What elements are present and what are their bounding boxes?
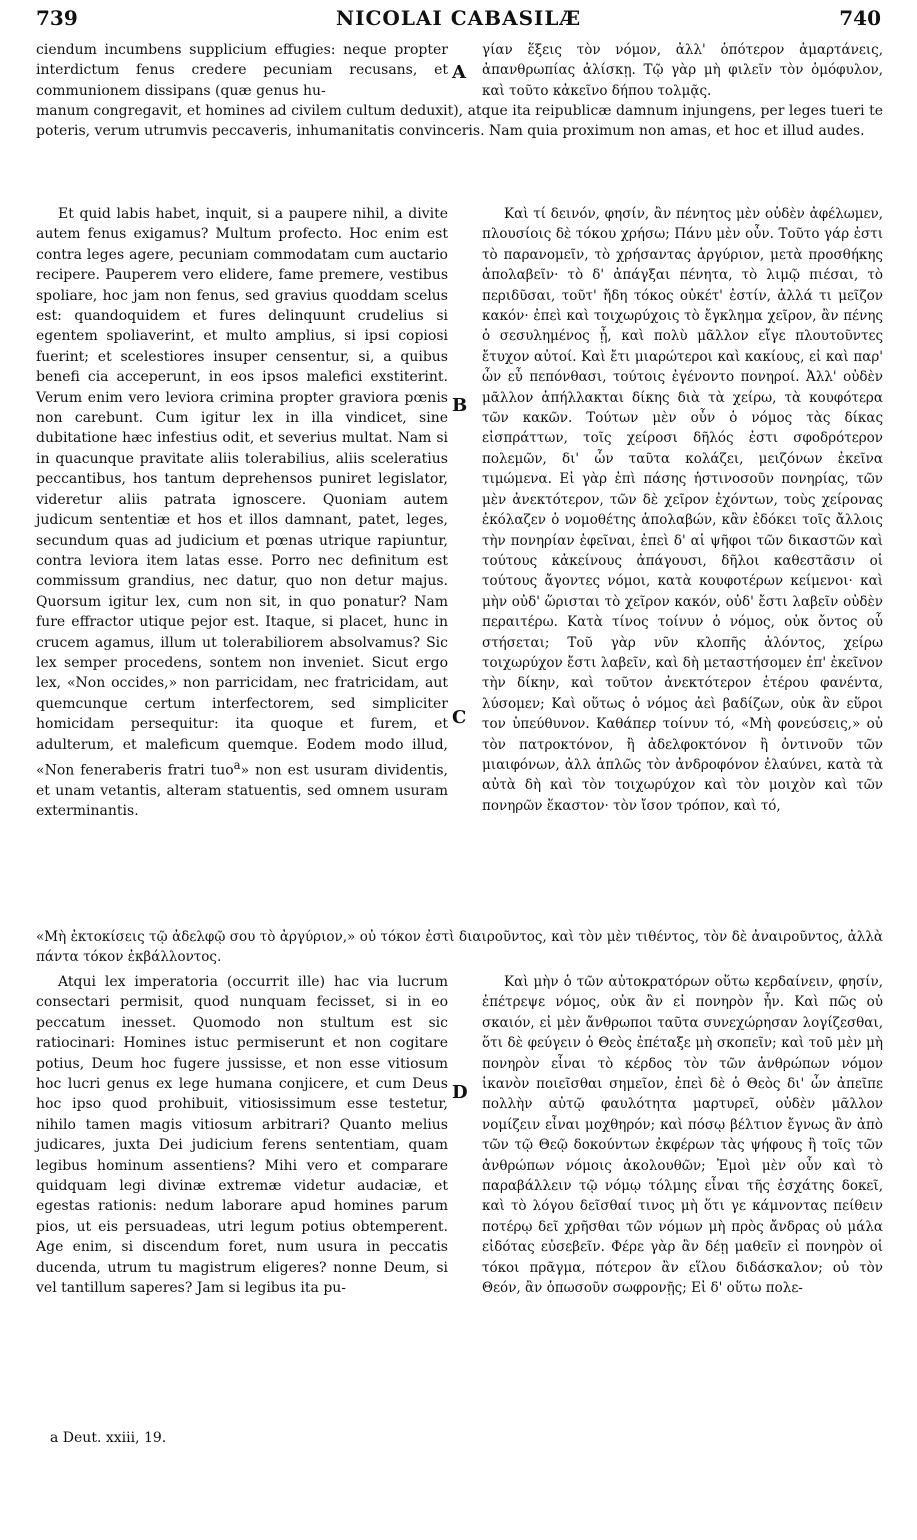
latin-fullwidth-text <box>36 101 883 142</box>
footnote: a Deut. xxiii, 19. <box>50 1430 167 1446</box>
paragraph: Καὶ μὴν ὁ τῶν αὐτοκρατόρων οὕτω κερδαίνειν, φησίν, ἐπέτρεψε νόμος, οὐκ ἂν εἰ πονηρὸν ἦν. Καὶ πῶς οὐ σκαιόν, εἰ μὲν ἄνθρωποι ταῦτα συνεχώρησαν λογίζεσθαι, ὅτι δὲ φεύγειν ὁ Θεὸς ἐπέταξε μὴ σκοπεῖν; καὶ τοῦ μὲν μὴ πονηρὸν εἶναι τὸ κέρδος τὸν τῶν ἀνθρώπων νόμον ἱκανὸν ποιεῖσθαι σημεῖον, ἐπεὶ δὲ ὁ Θεὸς δι' ὧν ἀπεῖπε πολλὴν αὐτῷ φαυλότητα μαρτυρεῖ, οὐδὲν μᾶλλον νομίζειν εἶναι μοχθηρόν; καὶ πόσῳ βέλτιον ἔγνως ἂν ἀπὸ τῶν τῷ Θεῷ δοκούντων ἐκφέρων τὰς ψήφους ἢ τοῖς τῶν ἀνθρώπων νόμοις ἀκολουθῶν; Ἐμοὶ μὲν οὖν καὶ τὸ παραβάλλειν τῷ νόμῳ τόλμης εἶναι τῆς ἐσχάτης δοκεῖ, καὶ τὸ λόγου δεῖσθαί τινος μὴ ὅτι γε κάμνοντας πείθειν ποτέρῳ δεῖ χρῆσθαι τῶν νόμων μὴ πρὸς ἄνδρας οὐ μάλα εἰδότας εὐσεβεῖν. Φέρε γὰρ ἂν δέῃ μαθεῖν εἰ πονηρὸν οἱ τόκοι πρᾶγμα, πότερον ἂν εἵλου διδάσκαλον; οὐ τὸν Θεόν, ἂν ὁπωσοῦν σωφρονῇς; Εἰ δ' οὕτω πολε- <box>482 974 883 1297</box>
running-title: NICOLAI CABASILÆ <box>335 6 582 30</box>
margin-letter-c: C <box>452 707 467 728</box>
margin-letter-b: B <box>452 395 468 416</box>
page-number-left: 739 <box>36 6 78 30</box>
page-number-right: 740 <box>839 6 881 30</box>
greek-column-top <box>482 40 883 101</box>
paragraph: Καὶ τί δεινόν, φησίν, ἂν πένητος μὲν οὐδὲν ἀφέλωμεν, πλουσίοις δὲ τόκου χρήσω; Πάνυ μὲν οὖν. Τοῦτο γάρ ἐστι τὸ παρανομεῖν, τὸ χρήσαντας ἀργύριον, μετὰ προσθήκης ἀπολαβεῖν· τὸ δ' ἀπάγξαι πένητα, τὸ λιμῷ πιέσαι, τὸ περιδῦσαι, τοῦτ' ἤδη τόκος οὐκέτ' ἐστίν, ἀλλά τι μεῖζον κακόν· ἐπεὶ καὶ τοιχωρύχοις τὸ ἔγκλημα χεῖρον, ἂν πένης ὁ σεσυλημένος ᾖ, καὶ πολὺ μᾶλλον εἴγε πλουτοῦντες ἔτυχον αὐτοί. Καὶ ἔτι μιαρώτεροι καὶ κακίους, εἰ καὶ παρ' ὧν εὖ πεπόνθασι, τούτοις ἐγένοντο πονηροί. Ἀλλ' οὐδὲν μᾶλλον ἀπήλλακται δίκης διὰ τὰ χείρω, τὰ κουφότερα τῶν κακῶν. Τούτων μὲν οὖν ὁ νόμος τὰς δίκας εἰσπράττων, τοῖς χείροσι δῆλός ἐστι σφοδρότερον πολεμῶν, δι' ὧν ταῦτα κολάζει, μειζόνων ἐκεῖνα τιμώμενα. Εἰ γὰρ ἐπὶ πάσης ἡστινοσοῦν πονηρίας, τῶν μὲν ἀνεκτότερον, τῶν δὲ χεῖρον ἐχόντων, τοὺς χείρονας ἐκόλαζεν ὁ νομοθέτης ἁπολαβών, κἂν ἐδόκει τοῖς ἄλλοις τὴν πονηρίαν ἐφεῖναι, ἐπεὶ δ' αἱ ψῆφοι τῶν δικαστῶν καὶ τούτους κἀκείνους ἀπάγουσι, δῆλοι καθεστᾶσιν οἱ τούτους ἄγοντες νόμοι, κατὰ κουφοτέρων κείμενοι· καὶ μὴν οὐδ' ὥρισται τὸ χεῖρον κακόν, οὐδ' ἔστι λαβεῖν οὐδὲν περαιτέρω. Κατὰ τίνος τοίνυν ὁ νόμος, οὐκ ὄντος οὗ στήσεται; Τοῦ γὰρ νῦν κλοπῆς ἁλόντος, χείρω τοιχωρύχον ἔστι λαβεῖν, καὶ δὴ μεταστήσομεν ἐπ' ἐκεῖνον τὴν δίκην, καὶ τοῦτον ἀνεκτότερον ἑτέρου φανέντα, λύσομεν; Καὶ οὕτως ὁ νόμος ἀεὶ βαδίζων, οὐκ ἂν εὕροι τον ὑπεύθυνον. Καθάπερ τοίνυν τό, «Μὴ φονεύσεις,» οὐ τὸν πατροκτόνον, ἢ ἀδελφοκτόνον ἢ ὁντινοῦν τῶν μιαιφόνων, ἀλλ ἁπλῶς τὸν ἀνδροφόνον ἐλαύνει, κατὰ τὰ αὐτὰ δὴ καὶ τὸν τοιχωρύχον καὶ τὸν μοιχὸν καὶ τῶν πονηρῶν ἕκαστον· τὸν ἴσον τρόπον, καὶ τό, <box>482 206 883 814</box>
footnote-marker: a <box>233 757 241 772</box>
margin-letter-a: A <box>452 62 466 83</box>
paragraph: γίαν ἕξεις τὸν νόμον, ἀλλ' ὁπότερον ἁμαρτάνεις, ἀπανθρωπίας ἁλίσκῃ. Τῷ γὰρ μὴ φιλεῖν τὸν ὁμόφυλον, καὶ τοῦτο κἀκεῖνο δήπου τολμᾷς. <box>482 42 883 99</box>
greek-column-lower <box>482 972 883 1299</box>
latin-column-lower <box>36 972 448 1299</box>
latin-column-top <box>36 40 448 101</box>
paragraph <box>36 204 448 822</box>
paragraph: Atqui lex imperatoria (occurrit ille) hac via lucrum consectari permisit, quod nunquam fecisset, si in eo peccatum inesset. Quomodo non stultum est sic ratiocinari: Homines istuc permiserunt et non cogitare potius, Deum hoc fugere jussisse, et non esse vitiosum hoc lucri genus ex lege humana conjicere, et cum Deus hoc ipso quod prohibuit, vitiosissimum esse testetur, nihilo tamen magis vitiosum arbitrari? Quanto melius judicares, juxta Dei judicium ferens sententiam, quam legibus hominum assentiens? Mihi vero et comparare quidquam legi divinæ extremæ videtur audaciæ, et egestas rationis: nedum laborare apud homines parum pios, ut eis persuadeas, utri legum potius obtemperent. Age enim, si discendum foret, num usura in peccatis ducenda, utrum tu magistrum eligeres? nonne Deum, si vel tantillum saperes? Jam si legibus ita pu- <box>36 974 448 1297</box>
greek-fullwidth-text <box>36 927 883 968</box>
paragraph-text: Et quid labis habet, inquit, si a paupere nihil, a divite autem fenus exigamus? Multum profecto. Hoc enim est contra leges agere, pecuniam commodatam cum auctario recipere. Pauperem vero elidere, fame premere, vestibus spoliare, hoc jam non fenus, sed gravius quoddam scelus est: quandoquidem et fures delinquunt crudelius si egentem spoliaverint, et multo amplius, si ipsi copiosi fuerint; et scelestiores insuper censentur, si, a quibus benefi cia acceperunt, in eos ipsos malefici exstiterint. Verum enim vero leviora crimina propter graviora pœnis non carebunt. Cum igitur lex in illa vindicet, sine dubitatione hæc infestius odit, et severius multat. Nam si in quacunque pravitate aliis tolerabilius, aliis sceleratius peccantibus, hos tantum deprehensos puniret legislator, videretur aliis patrata ignoscere. Quoniam autem judicum sententiæ et hos et illos damnant, patet, leges, secundum quas ad judicium et pœnas utrique rapiuntur, contra leviora item latas esse. Porro nec definitum est commissum grandius, nec datur, quo non detur majus. Quorsum igitur lex, cum non sit, in quo ponatur? Nam fure effractor utique pejor est. Itaque, si placet, hunc in crucem agamus, illum ut tolerabiliorem absolvamus? Sic lex semper procedens, sontem non inveniet. Sicut ergo lex, «Non occides,» non parricidam, nec fratricidam, aut quemcunque certum interfectorem, sed simpliciter homicidam persequitur: ita quoque et furem, et adulterum, et maleficum quemque. Eodem modo illud, «Non feneraberis fratri tuo <box>36 206 448 779</box>
paragraph: «Μὴ ἐκτοκίσεις τῷ ἀδελφῷ σου τὸ ἀργύριον,» οὐ τόκον ἐστὶ διαιροῦντος, καὶ τὸν μὲν τιθέντος, τὸν δὲ ἀναιροῦντος, ἀλλὰ πάντα τόκον ἐκβάλλοντος. <box>36 929 883 966</box>
latin-column <box>36 204 448 822</box>
paragraph-text: » non est usuram dividentis, et unam vetantis, alteram statuentis, sed omnem usuram exterminantis. <box>36 762 448 820</box>
margin-letter-d: D <box>452 1082 468 1103</box>
paragraph: manum congregavit, et homines ad civilem cultum deduxit), atque ita reipublicæ damnum injungens, per leges tueri te poteris, verum utrumvis peccaveris, inhumanitatis convinceris. Nam quia proximum non amas, et hoc et illud audes. <box>36 103 884 140</box>
paragraph: ciendum incumbens supplicium effugies: neque propter interdictum fenus credere pecuniam recusans, et communionem dissipans (quæ genus hu- <box>36 42 448 99</box>
greek-column <box>482 204 883 816</box>
